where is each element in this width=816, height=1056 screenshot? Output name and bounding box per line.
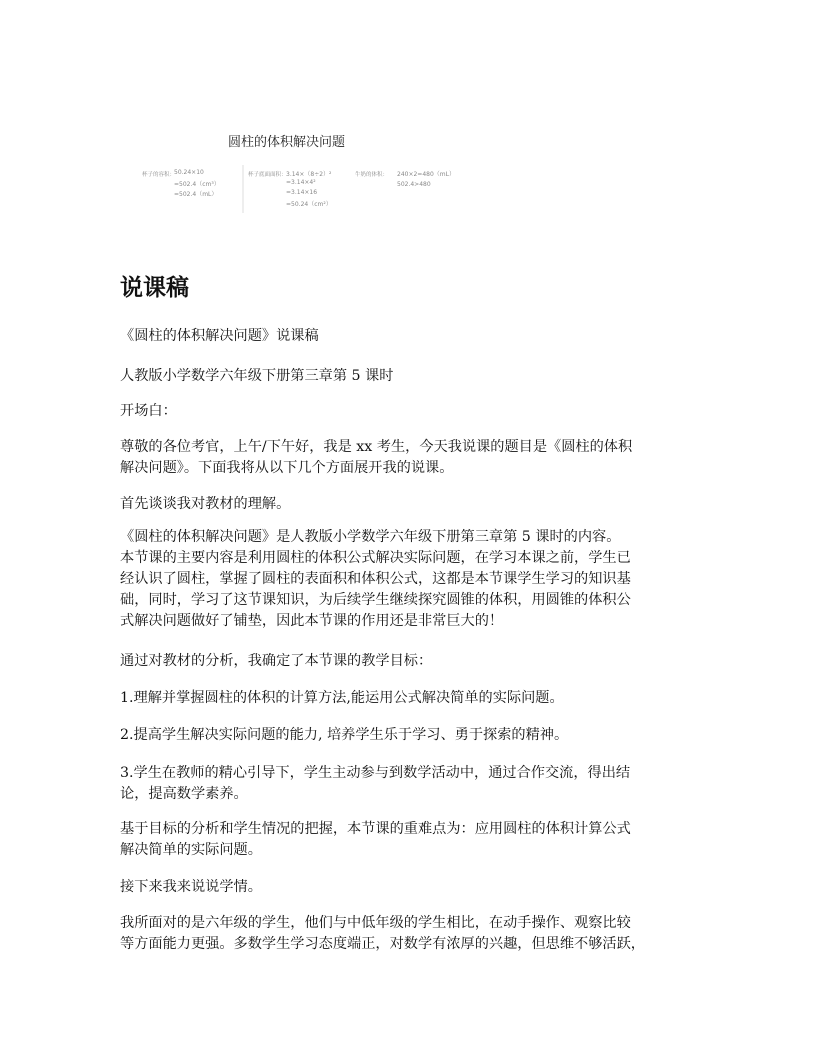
figure-block-label: 杯子底面面积： — [248, 172, 287, 178]
figure-title: 圆柱的体积解决问题 — [228, 135, 346, 150]
text-line: 3.学生在教师的精心引导下，学生主动参与到数学活动中，通过合作交流，得出结 — [120, 765, 631, 781]
text-line: 我所面对的是六年级的学生，他们与中低年级的学生相比，在动手操作、观察比较 — [120, 915, 631, 931]
paragraph-goal-3 — [120, 763, 630, 805]
paragraph-course-info — [120, 366, 393, 387]
text-line: 础，同时，学习了这节课知识，为后续学生继续探究圆锥的体积，用圆锥的体积公 — [120, 592, 631, 608]
figure-block-line: 3.14×（8÷2）² — [286, 171, 332, 178]
figure-divider — [242, 165, 244, 213]
paragraph-goals-intro — [120, 651, 432, 672]
text-line: 式解决问题做好了铺垫，因此本节课的作用还是非常巨大的！ — [120, 613, 504, 629]
text-line: 首先谈谈我对教材的理解。 — [120, 496, 291, 512]
paragraph-goal-1 — [120, 688, 564, 709]
figure-block-line: =502.4（mL） — [174, 191, 218, 198]
paragraph-student-intro — [120, 877, 262, 898]
text-line: 经认识了圆柱，掌握了圆柱的表面积和体积公式，这都是本节课学生学习的知识基 — [120, 571, 631, 587]
text-line: 《圆柱的体积解决问题》是人教版小学数学六年级下册第三章第 5 课时的内容。 — [120, 529, 621, 545]
paragraph-title — [120, 326, 319, 347]
text-line: 等方面能力更强。多数学生学习态度端正，对数学有浓厚的兴趣，但思维不够活跃， — [120, 936, 645, 952]
figure-block-line: =3.14×16 — [286, 189, 318, 196]
page-heading: 说课稿 — [120, 275, 189, 301]
paragraph-key-points — [120, 819, 631, 861]
figure-block-line: =50.24（cm²） — [286, 201, 332, 208]
paragraph-goal-2 — [120, 725, 568, 746]
paragraph-student-analysis — [120, 913, 645, 955]
paragraph-opening — [120, 401, 177, 422]
text-line: 论，提高数学素养。 — [120, 786, 248, 802]
figure-block-line: 50.24×10 — [174, 169, 204, 176]
embedded-figure — [130, 125, 470, 220]
text-line: 尊敬的各位考官，上午/下午好，我是 xx 考生，今天我说课的题目是《圆柱的体积 — [120, 439, 633, 455]
figure-block-line: =3.14×4² — [286, 179, 316, 186]
text-line: 人教版小学数学六年级下册第三章第 5 课时 — [120, 368, 394, 384]
text-line: 1.理解并掌握圆柱的体积的计算方法,能运用公式解决简单的实际问题。 — [120, 690, 564, 706]
paragraph-greeting — [120, 437, 632, 479]
text-line: 通过对教材的分析，我确定了本节课的教学目标： — [120, 653, 433, 669]
text-line: 本节课的主要内容是利用圆柱的体积公式解决实际问题，在学习本课之前，学生已 — [120, 550, 631, 566]
figure-block-line: =502.4（cm³） — [174, 181, 220, 188]
paragraph-textbook-analysis — [120, 527, 631, 632]
text-line: 基于目标的分析和学生情况的把握，本节课的重难点为：应用圆柱的体积计算公式 — [120, 821, 631, 837]
figure-block-line: 502.4>480 — [397, 181, 431, 188]
figure-block-label: 杯子的容积： — [142, 172, 176, 178]
text-line: 2.提高学生解决实际问题的能力, 培养学生乐于学习、勇于探索的精神。 — [120, 727, 569, 743]
paragraph-textbook-intro — [120, 494, 290, 515]
text-line: 接下来我来说说学情。 — [120, 879, 262, 895]
text-line: 解决简单的实际问题。 — [120, 842, 262, 858]
text-line: 《圆柱的体积解决问题》说课稿 — [120, 328, 319, 344]
text-line: 开场白： — [120, 403, 177, 419]
figure-block-line: 240×2=480（mL） — [397, 171, 455, 178]
text-line: 解决问题》。下面我将从以下几个方面展开我的说课。 — [120, 460, 454, 476]
figure-block-label: 牛奶的体积： — [355, 172, 389, 178]
